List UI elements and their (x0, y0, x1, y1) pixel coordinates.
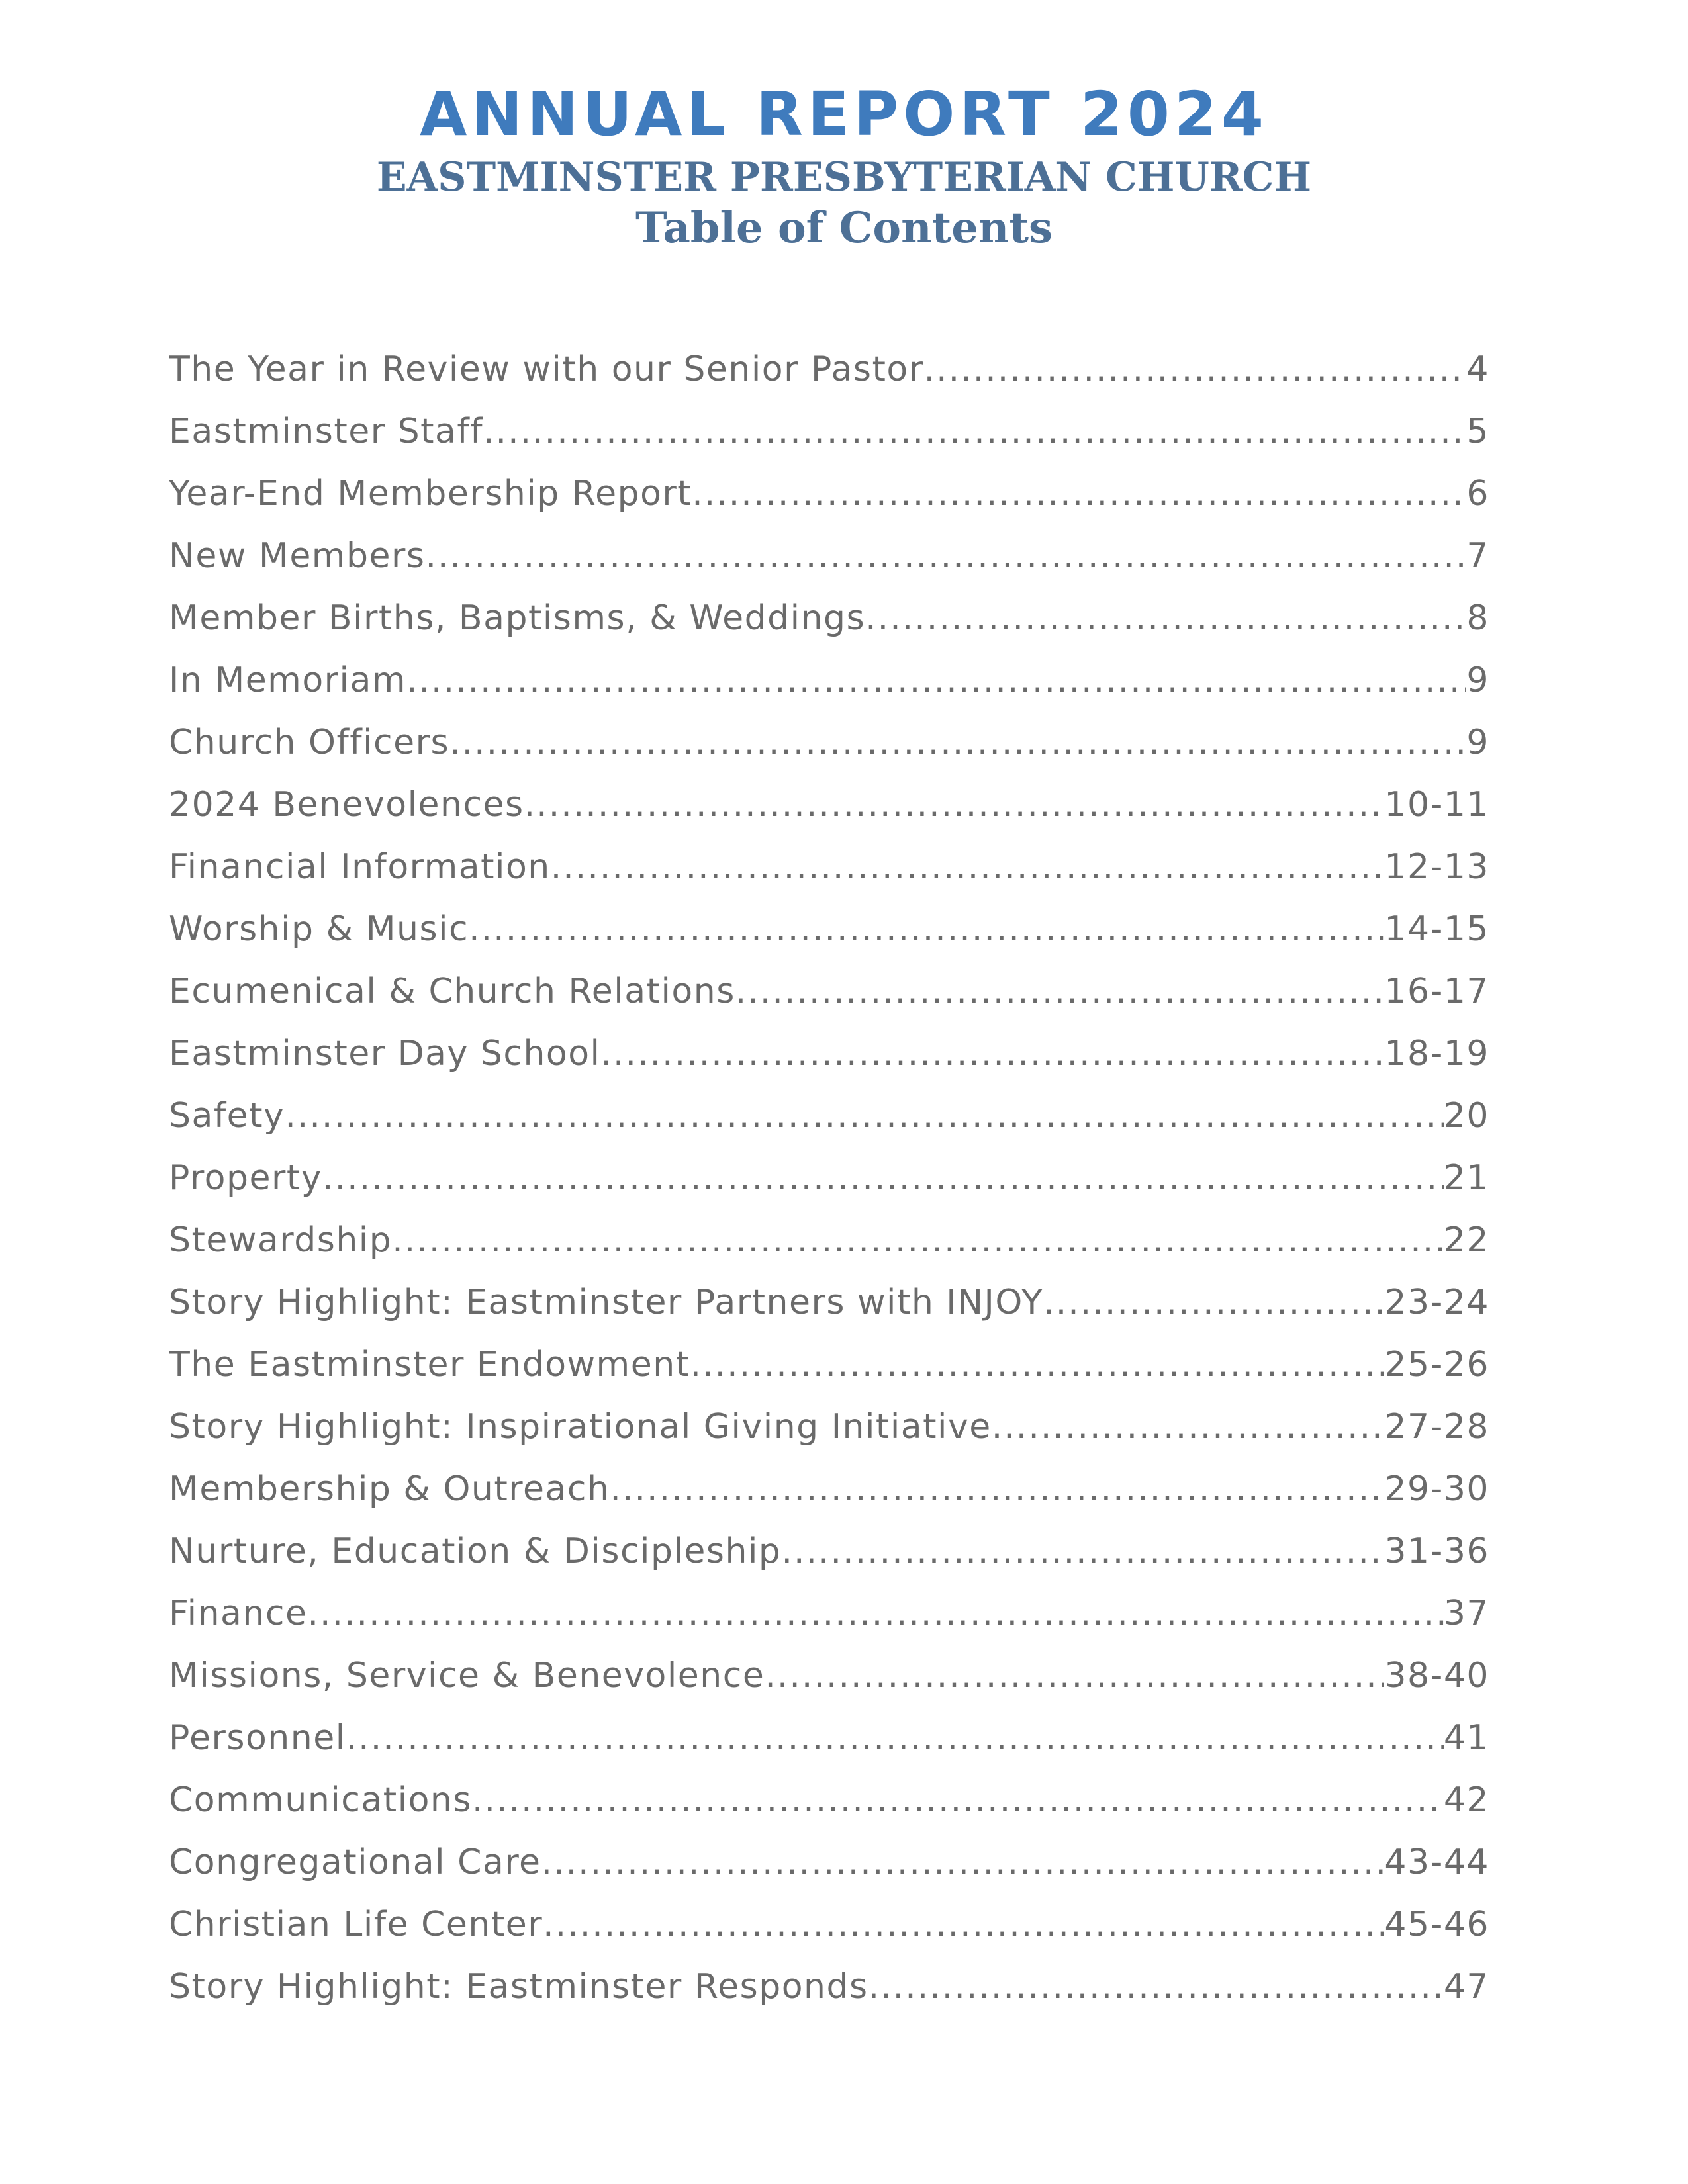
toc-entry-label: Eastminster Day School (169, 1034, 601, 1073)
toc-entry-page: 47 (1443, 1967, 1489, 2007)
toc-dot-leader (1043, 1283, 1384, 1322)
toc-entry-label: Property (169, 1158, 323, 1198)
toc-entry[interactable] (169, 1780, 1489, 1843)
toc-dot-leader (469, 909, 1384, 949)
toc-entry-page: 14-15 (1384, 909, 1489, 949)
toc-dot-leader (406, 660, 1466, 700)
toc-entry-label: Year-End Membership Report (169, 474, 692, 514)
toc-entry-label: Membership & Outreach (169, 1469, 610, 1509)
toc-dot-leader (600, 1034, 1384, 1073)
report-header (0, 78, 1688, 254)
toc-entry-label: The Eastminster Endowment (169, 1345, 690, 1385)
toc-entry[interactable] (169, 785, 1489, 847)
toc-dot-leader (551, 847, 1385, 887)
toc-entry-label: Personnel (169, 1718, 346, 1758)
toc-entry-page: 27-28 (1384, 1407, 1489, 1447)
toc-entry[interactable] (169, 474, 1489, 536)
toc-entry-page: 5 (1466, 412, 1489, 451)
toc-entry[interactable] (169, 847, 1489, 909)
toc-dot-leader (781, 1531, 1384, 1571)
toc-entry[interactable] (169, 723, 1489, 785)
toc-entry-page: 9 (1466, 660, 1489, 700)
toc-dot-leader (543, 1905, 1384, 1944)
toc-entry-label: Christian Life Center (169, 1905, 543, 1944)
toc-entry[interactable] (169, 909, 1489, 972)
toc-dot-leader (449, 723, 1466, 762)
toc-entry-page: 18-19 (1384, 1034, 1489, 1073)
toc-entry-label: Nurture, Education & Discipleship (169, 1531, 782, 1571)
toc-dot-leader (392, 1220, 1444, 1260)
toc-entry-label: Safety (169, 1096, 285, 1136)
toc-entry-label: Financial Information (169, 847, 551, 887)
toc-entry-page: 12-13 (1384, 847, 1489, 887)
toc-entry[interactable] (169, 1407, 1489, 1469)
toc-entry[interactable] (169, 536, 1489, 598)
toc-entry-label: Congregational Care (169, 1843, 541, 1882)
toc-entry[interactable] (169, 1718, 1489, 1780)
toc-entry-label: Eastminster Staff (169, 412, 484, 451)
toc-entry-label: Missions, Service & Benevolence (169, 1656, 765, 1696)
toc-dot-leader (868, 1967, 1444, 2007)
toc-entry[interactable] (169, 1345, 1489, 1407)
toc-entry[interactable] (169, 1283, 1489, 1345)
toc-heading: Table of Contents (635, 203, 1053, 253)
toc-dot-leader (322, 1158, 1444, 1198)
toc-entry-label: In Memoriam (169, 660, 406, 700)
toc-entry-label: Church Officers (169, 723, 450, 762)
toc-dot-leader (346, 1718, 1444, 1758)
toc-entry[interactable] (169, 1220, 1489, 1283)
toc-dot-leader (924, 349, 1467, 389)
toc-entry-page: 4 (1466, 349, 1489, 389)
toc-entry-label: Finance (169, 1594, 308, 1633)
toc-dot-leader (307, 1594, 1443, 1633)
toc-entry-page: 7 (1466, 536, 1489, 576)
toc-dot-leader (541, 1843, 1385, 1882)
toc-entry-page: 10-11 (1384, 785, 1489, 825)
toc-entry-page: 42 (1443, 1780, 1489, 1820)
toc-entry-label: Communications (169, 1780, 472, 1820)
toc-entry-page: 23-24 (1384, 1283, 1489, 1322)
toc-entry-label: 2024 Benevolences (169, 785, 524, 825)
toc-entry-label: Story Highlight: Inspirational Giving Initiative (169, 1407, 992, 1447)
toc-entry[interactable] (169, 1158, 1489, 1220)
toc-dot-leader (690, 1345, 1385, 1385)
toc-entry-label: Stewardship (169, 1220, 393, 1260)
toc-entry-page: 38-40 (1384, 1656, 1489, 1696)
toc-entry-page: 41 (1443, 1718, 1489, 1758)
toc-entry[interactable] (169, 1594, 1489, 1656)
report-title: ANNUAL REPORT 2024 (420, 79, 1268, 150)
toc-entry-page: 22 (1443, 1220, 1489, 1260)
toc-entry-page: 20 (1443, 1096, 1489, 1136)
toc-dot-leader (472, 1780, 1444, 1820)
toc-entry-page: 9 (1466, 723, 1489, 762)
toc-entry-page: 6 (1466, 474, 1489, 514)
church-name: EASTMINSTER PRESBYTERIAN CHURCH (376, 154, 1312, 201)
toc-entry[interactable] (169, 598, 1489, 660)
toc-entry-page: 8 (1466, 598, 1489, 638)
toc-entry-label: Story Highlight: Eastminster Partners with INJOY (169, 1283, 1044, 1322)
toc-entry-label: Worship & Music (169, 909, 469, 949)
toc-entry-label: Member Births, Baptisms, & Weddings (169, 598, 866, 638)
toc-entry[interactable] (169, 1096, 1489, 1158)
toc-dot-leader (735, 972, 1385, 1011)
toc-entry-page: 16-17 (1384, 972, 1489, 1011)
toc-entry-page: 21 (1443, 1158, 1489, 1198)
toc-entry[interactable] (169, 1843, 1489, 1905)
toc-entry[interactable] (169, 972, 1489, 1034)
toc-dot-leader (865, 598, 1466, 638)
toc-entry-page: 25-26 (1384, 1345, 1489, 1385)
toc-dot-leader (483, 412, 1466, 451)
toc-dot-leader (524, 785, 1385, 825)
toc-entry[interactable] (169, 1656, 1489, 1718)
toc-entry[interactable] (169, 1469, 1489, 1531)
toc-entry-label: The Year in Review with our Senior Pastor (169, 349, 924, 389)
toc-entry[interactable] (169, 412, 1489, 474)
toc-entry-page: 43-44 (1384, 1843, 1489, 1882)
toc-entry-page: 31-36 (1384, 1531, 1489, 1571)
toc-entry-label: New Members (169, 536, 426, 576)
toc-entry[interactable] (169, 349, 1489, 412)
table-of-contents (169, 349, 1489, 2029)
toc-entry[interactable] (169, 1905, 1489, 1967)
toc-dot-leader (692, 474, 1466, 514)
toc-entry-label: Ecumenical & Church Relations (169, 972, 735, 1011)
toc-entry-page: 45-46 (1384, 1905, 1489, 1944)
toc-dot-leader (610, 1469, 1384, 1509)
toc-entry-page: 29-30 (1384, 1469, 1489, 1509)
toc-dot-leader (992, 1407, 1385, 1447)
toc-dot-leader (285, 1096, 1443, 1136)
toc-entry-page: 37 (1443, 1594, 1489, 1633)
toc-dot-leader (425, 536, 1466, 576)
toc-dot-leader (765, 1656, 1384, 1696)
toc-entry[interactable] (169, 1531, 1489, 1594)
toc-entry[interactable] (169, 1034, 1489, 1096)
toc-entry-label: Story Highlight: Eastminster Responds (169, 1967, 868, 2007)
toc-entry[interactable] (169, 660, 1489, 723)
toc-entry[interactable] (169, 1967, 1489, 2029)
